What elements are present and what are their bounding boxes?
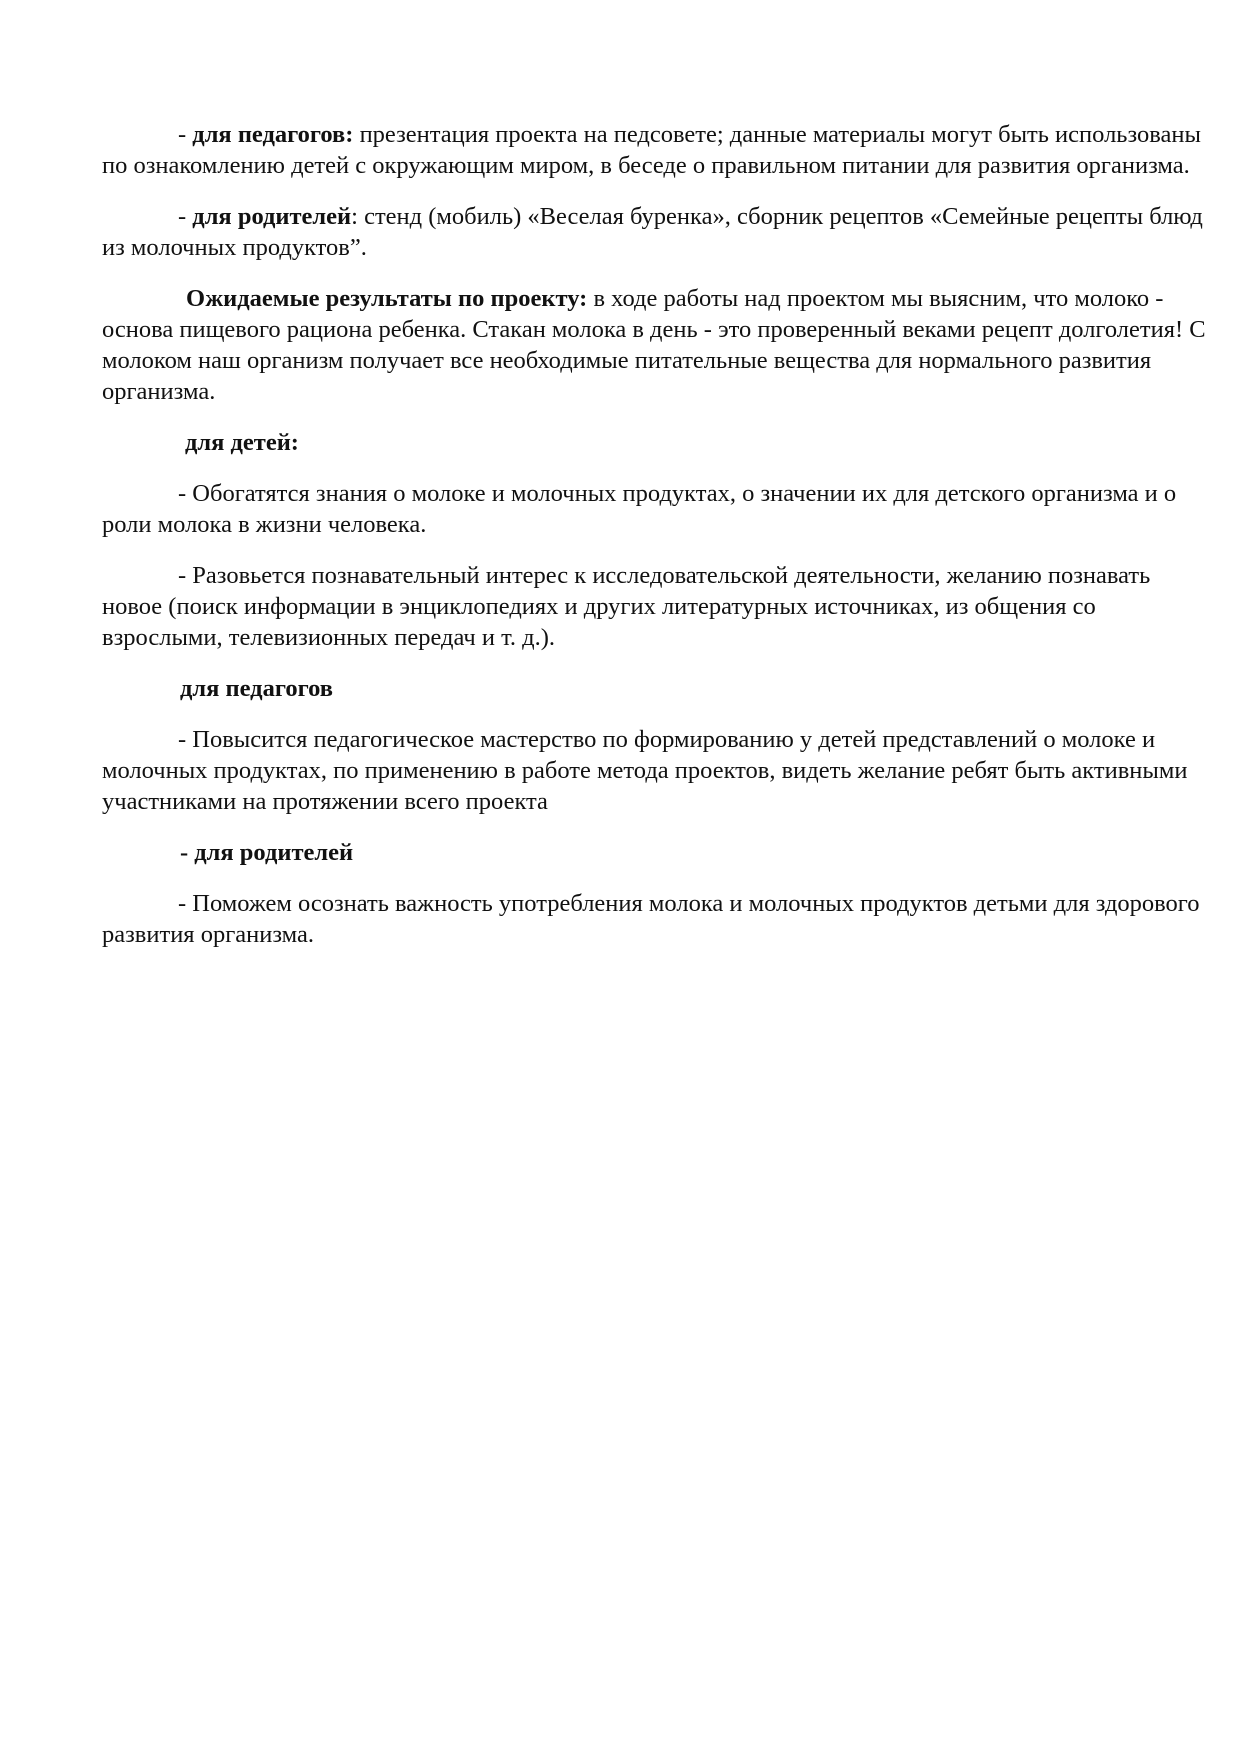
- paragraph-text: : стенд (мобиль) «Веселая буренка», сборник рецептов «Семейные рецепты блюд из молочных продуктов”.: [102, 203, 1203, 261]
- paragraph-children-interest: - Разовьется познавательный интерес к исследовательской деятельности, желанию познавать новое (поиск информации в энциклопедиях и других литературных источниках, из общения со взрослыми, телевизионных передач и т. д.).: [102, 562, 1151, 651]
- section-heading-parents: - для родителей: [180, 839, 354, 866]
- paragraph-teachers-materials: [102, 119, 1214, 181]
- section-heading-teachers: для педагогов: [180, 675, 333, 702]
- document-body: [102, 119, 1214, 970]
- dash: -: [178, 203, 193, 230]
- paragraph-parents-materials: [102, 201, 1214, 263]
- paragraph-expected-results: [102, 283, 1214, 407]
- section-heading-children: для детей:: [185, 429, 299, 456]
- bold-label-expected-results: Ожидаемые результаты по проекту:: [186, 285, 588, 312]
- paragraph-teachers-skill: - Повысится педагогическое мастерство по формированию у детей представлений о молоке и молочных продуктах, по применению в работе метода проектов, видеть желание ребят быть активными участниками на протяжении всего проекта: [102, 726, 1188, 815]
- bold-label-teachers: для педагогов:: [192, 121, 354, 148]
- paragraph-text: в ходе работы над проектом мы выясним, что молоко - основа пищевого рациона ребенка. Стакан молока в день - это проверенный веками рецепт долголетия! С молоком наш организм получает все необходимые питательные вещества для нормального развития организма.: [102, 285, 1206, 405]
- bold-label-parents: для родителей: [192, 203, 352, 230]
- dash: -: [178, 121, 193, 148]
- paragraph-text: презентация проекта на педсовете; данные материалы могут быть использованы по ознакомлению детей с окружающим миром, в беседе о правильном питании для развития организма.: [102, 121, 1201, 179]
- paragraph-children-knowledge: - Обогатятся знания о молоке и молочных продуктах, о значении их для детского организма и о роли молока в жизни человека.: [102, 480, 1177, 538]
- paragraph-parents-awareness: - Поможем осознать важность употребления молока и молочных продуктов детьми для здорового развития организма.: [102, 890, 1200, 948]
